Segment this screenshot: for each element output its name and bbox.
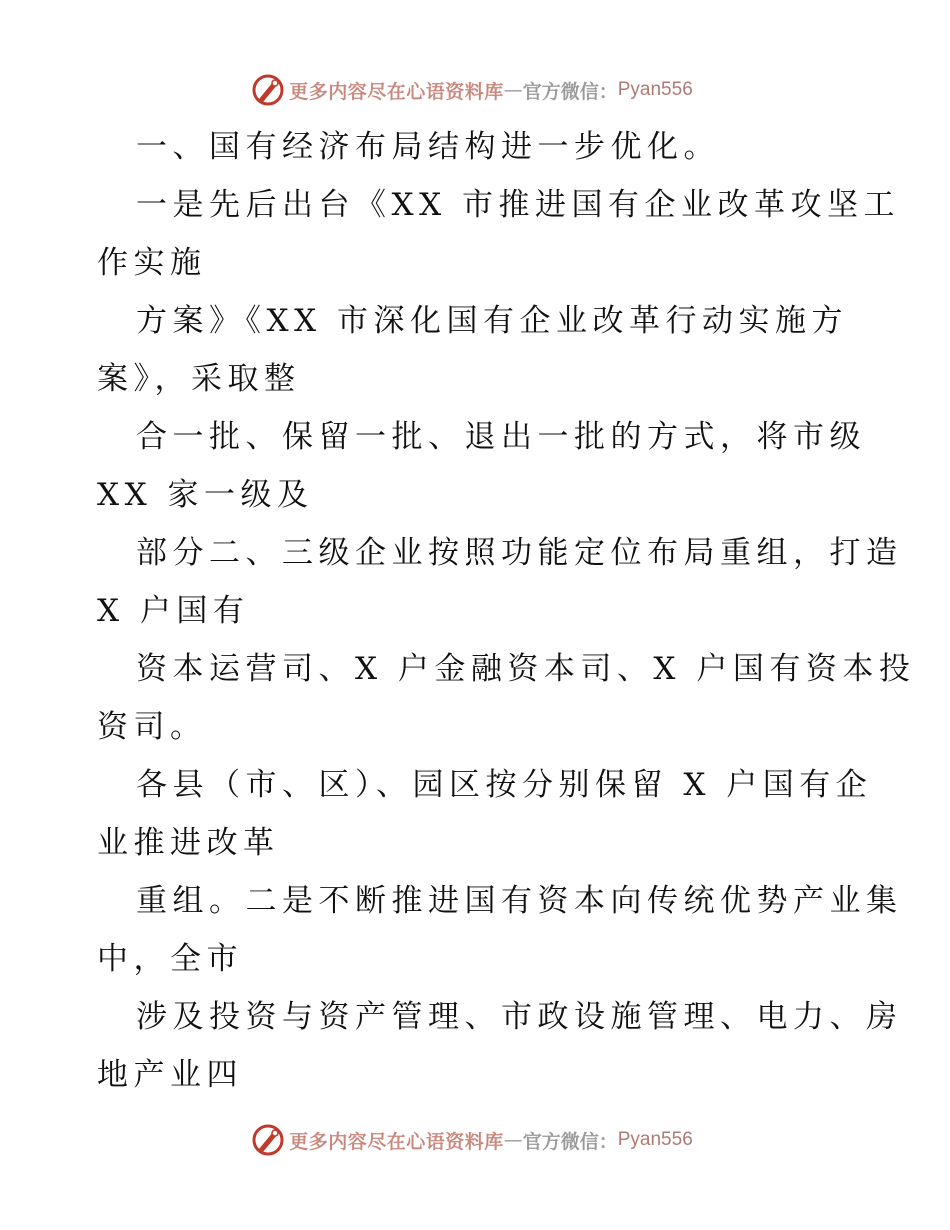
paragraph-line: 部分二、三级企业按照功能定位布局重组，打造 [136,535,903,571]
banner-wechat-label: 官方微信： [522,80,618,103]
paragraph-line: 一、国有经济布局结构进一步优化。 [136,129,720,165]
paragraph-line: 作实施 [97,245,207,281]
banner-dash: — [503,79,523,101]
banner-text: 更多内容尽在心语资料库 [289,80,504,103]
paragraph-line: 重组。二是不断推进国有资本向传统优势产业集 [136,883,903,919]
header-watermark-banner [0,70,950,110]
paragraph-line: 涉及投资与资产管理、市政设施管理、电力、房 [136,999,903,1035]
banner-wechat-label: 官方微信： [522,1130,618,1153]
banner-wechat-id: Pyan556 [617,1129,693,1150]
paragraph-line: X 户国有 [97,593,250,629]
paragraph-line: 方案》《XX 市深化国有企业改革行动实施方 [136,303,848,339]
paragraph-line: 业推进改革 [97,825,280,861]
paragraph-line: 案》，采取整 [97,361,301,397]
paragraph-line: 资司。 [97,709,207,745]
pen-logo-icon [251,1123,285,1157]
document-body [97,118,916,1104]
paragraph-line: 资本运营司、X 户金融资本司、X 户国有资本投 [136,651,916,687]
footer-watermark-banner [0,1120,950,1160]
paragraph-line: XX 家一级及 [97,477,314,513]
paragraph-line: 合一批、保留一批、退出一批的方式，将市级 [136,419,866,455]
banner-wechat-id: Pyan556 [617,79,693,100]
pen-logo-icon [251,73,285,107]
paragraph-line: 各县（市、区）、园区按分别保留 X 户国有企 [136,767,873,803]
paragraph-line: 地产业四 [97,1057,243,1093]
banner-text: 更多内容尽在心语资料库 [289,1130,504,1153]
banner-dash: — [503,1129,523,1151]
paragraph-line: 一是先后出台《XX 市推进国有企业改革攻坚工 [136,187,900,223]
paragraph-line: 中，全市 [97,941,243,977]
